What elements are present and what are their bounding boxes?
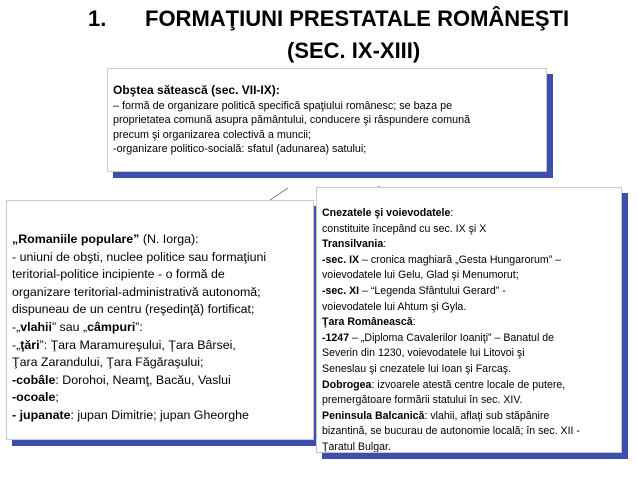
obstea-line-3: precum şi organizarea colectivă a muncii; [113,128,312,141]
cnezate-line: Severin din 1230, voievodatele lui Litovoi şi [322,347,525,360]
cnezate-line: -1247 – „Diploma Cavalerilor Ioaniţi” – Banatul de [322,331,555,344]
romaniile-line: organizare teritorial-administrativă autonomă; [12,284,261,299]
romaniile-line: Ţara Zarandului, Ţara Făgăraşului; [12,355,204,370]
dobrogea-line: Dobrogea: izvoarele atestă centre locale de putere, [322,378,566,391]
romaniile-heading: „Romaniile populare” (N. Iorga): [12,232,199,246]
cnezate-line: voievodatele lui Ahtum şi Gyla. [322,300,467,313]
cnezate-box [316,187,622,453]
cnezate-line: voievodatele lui Gelu, Glad şi Menumorut; [322,269,519,282]
ocoale-line: -ocoale; [12,390,59,405]
cnezate-line: -sec. IX – cronica maghiară „Gesta Hungarorum” – [322,253,562,266]
transilvania-heading: Transilvania: [322,238,387,251]
romaniile-line: - uniuni de obşti, nuclee politice sau formaţiuni [12,249,267,264]
slide-title: FORMAŢIUNI PRESTATALE ROMÂNEŞTI [145,6,570,31]
cnezate-line: bizantină, se bucurau de autonomie locală; în sec. XII - [322,425,580,438]
obstea-heading: Obştea sătească (sec. VII-IX): [113,83,280,97]
cnezate-line: -sec. XI – “Legenda Sfântului Gerard” - [322,284,506,297]
tari-line: -„ţări”: Ţara Maramureşului, Ţara Bârsei, [12,337,236,352]
slide-number: 1. [88,6,107,31]
slide-subtitle: (SEC. IX-XIII) [287,38,421,63]
obstea-line-2: proprietatea comună asupra pământului, conducere şi răspundere comună [113,114,471,127]
cnezate-line: constituite începând cu sec. IX şi X [322,222,487,235]
obstea-line-4: -organizare politico-socială: sfatul (adunarea) satului; [113,142,367,155]
peninsula-line: Peninsula Balcanică: vlahii, aflaţi sub stăpânire [322,409,550,422]
jupanate-line: - jupanate: jupan Dimitrie; jupan Gheorghe [12,407,249,422]
romaniile-box [6,200,314,440]
cnezate-heading: Cnezatele şi voievodatele: [322,207,454,219]
cobale-line: -cobâle: Dorohoi, Neamţ, Bacău, Vaslui [12,372,231,387]
tara-romaneasca-heading: Ţara Românească: [322,316,416,329]
romaniile-line: teritorial-politice incipiente - o formă de [12,267,225,282]
cnezate-line: Ţaratul Bulgar. [322,440,391,453]
cnezate-line: Seneslau şi cnezatele lui Ioan şi Farcaş. [322,362,512,375]
obstea-box [107,68,547,172]
romaniile-line: dispuneau de un centru (reşedinţă) fortificat; [12,302,255,317]
vlahii-line: -„vlahii” sau „câmpuri”: [12,319,143,334]
cnezate-line: premergătoare formării statului în sec. XIV. [322,394,523,407]
obstea-line-1: – formă de organizare politică specifică spaţiului românesc; se baza pe [113,100,453,112]
